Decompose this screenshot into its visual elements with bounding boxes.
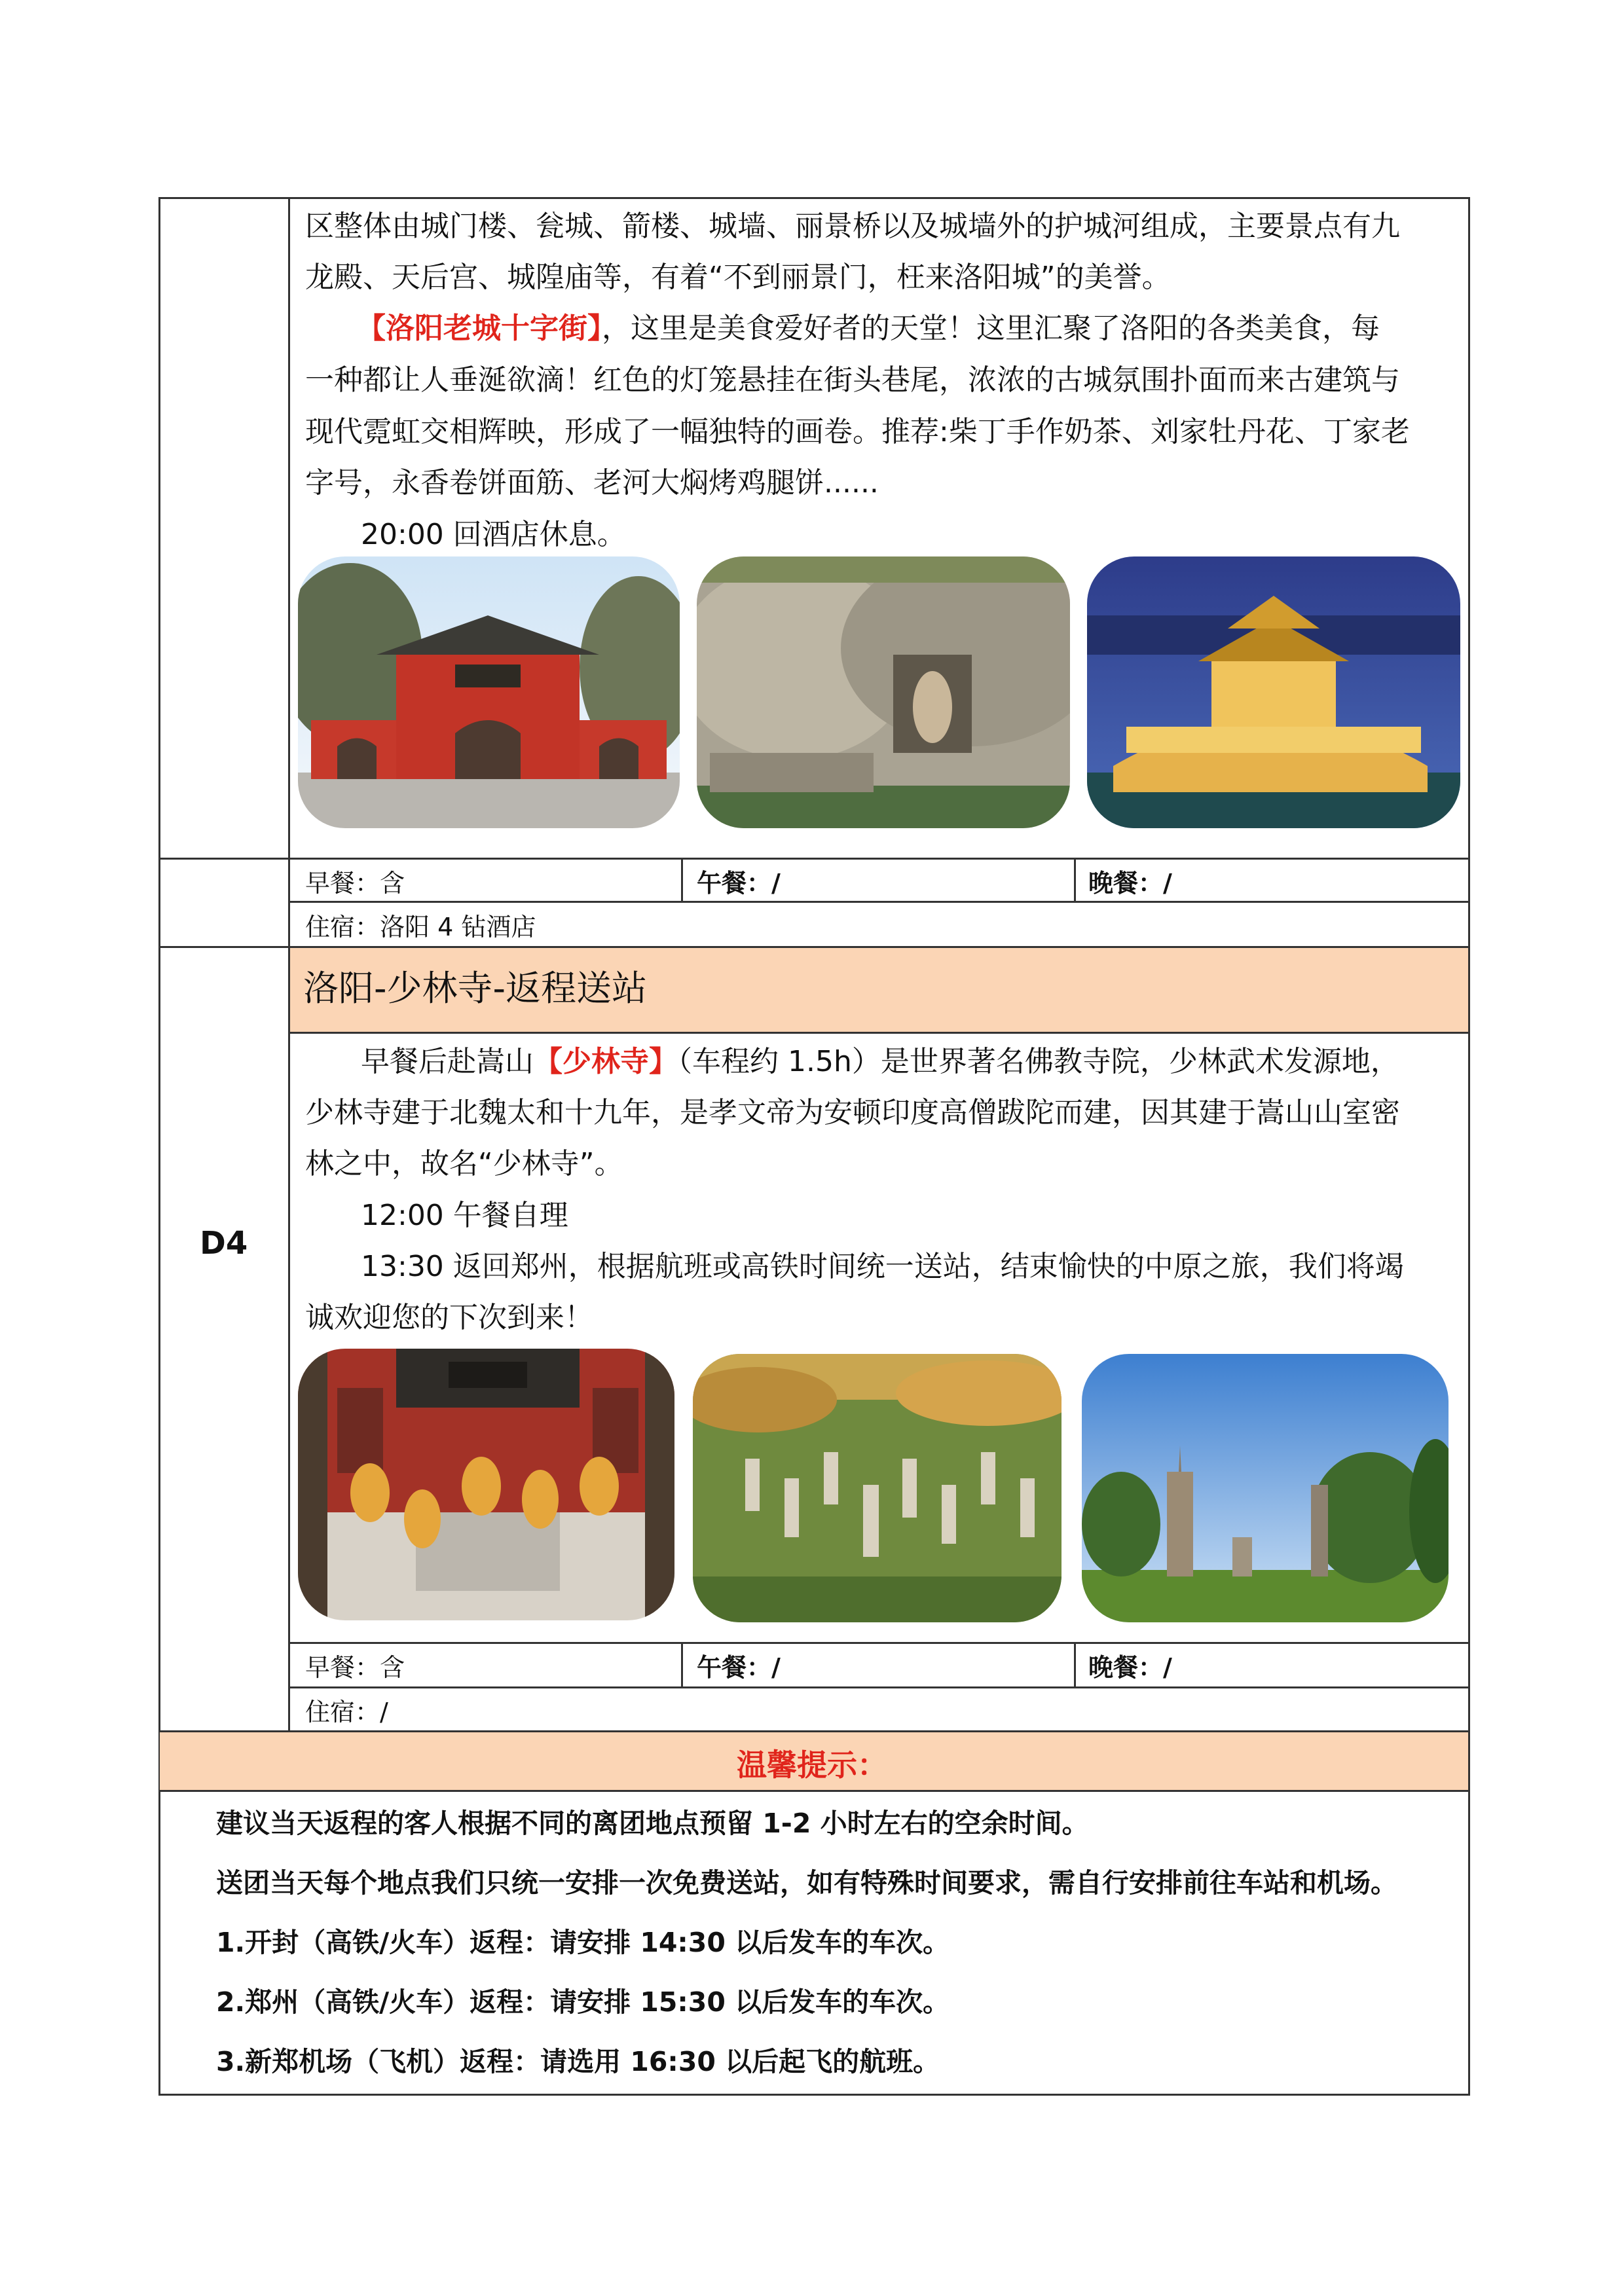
row-line	[289, 901, 1470, 903]
paragraph-text: 早餐后赴嵩山	[361, 1045, 534, 1078]
meal-divider	[681, 1642, 683, 1686]
grottoes-image	[697, 556, 1070, 828]
row-line	[289, 1642, 1470, 1644]
meal-divider	[1074, 858, 1076, 902]
day4-title: 洛阳-少林寺-返程送站	[303, 968, 647, 1009]
dinner-cell: 晚餐：/	[1088, 869, 1172, 898]
day4-paragraph-line: 少林寺建于北魏太和十九年，是孝文帝为安顿印度高僧跋陀而建，因其建于嵩山山室密	[305, 1096, 1400, 1129]
lodging-cell: 住宿：洛阳 4 钻酒店	[305, 913, 536, 941]
pagodas-image	[1082, 1354, 1449, 1622]
row-line	[158, 858, 1470, 860]
day3-paragraph-line: 一种都让人垂涎欲滴！红色的灯笼悬挂在街头巷尾，浓浓的古城氛围扑面而来古建筑与	[305, 363, 1400, 397]
meal-divider	[681, 858, 683, 902]
meal-divider	[1074, 1642, 1076, 1686]
breakfast-cell: 早餐：含	[305, 1653, 405, 1682]
tips-title: 温馨提示：	[737, 1747, 887, 1783]
temple-gate-image	[298, 556, 680, 828]
tip-line: 建议当天返程的客人根据不同的离团地点预留 1-2 小时左右的空余时间。	[216, 1808, 1089, 1839]
pagoda-forest-photo	[1082, 1354, 1449, 1622]
day3-paragraph-line	[357, 302, 1380, 354]
pagoda-forest-image	[693, 1354, 1061, 1622]
day4-paragraph-line: 13:30 返回郑州，根据航班或高铁时间统一送站，结束愉快的中原之旅，我们将竭	[361, 1250, 1404, 1283]
lodging-cell: 住宿：/	[305, 1698, 388, 1726]
breakfast-cell: 早餐：含	[305, 869, 405, 898]
paragraph-text: ，这里是美食爱好者的天堂！这里汇聚了洛阳的各类美食，每	[602, 312, 1380, 345]
row-line	[289, 1032, 1470, 1034]
paragraph-text: （车程约 1.5h）是世界著名佛教寺院，少林武术发源地，	[678, 1045, 1399, 1078]
shaolin-gate-image	[298, 1349, 674, 1620]
dinner-cell: 晚餐：/	[1088, 1653, 1172, 1682]
tip-line: 3.新郑机场（飞机）返程：请选用 16:30 以后起飞的航班。	[216, 2046, 940, 2077]
day3-paragraph-line: 区整体由城门楼、瓮城、箭楼、城墙、丽景桥以及城墙外的护城河组成，主要景点有九	[305, 210, 1400, 243]
day4-paragraph-line: 诚欢迎您的下次到来！	[305, 1301, 593, 1334]
highlight-attraction: 【洛阳老城十字街】	[357, 312, 602, 345]
tip-line: 送团当天每个地点我们只统一安排一次免费送站，如有特殊时间要求，需自行安排前往车站和机场。	[216, 1867, 1397, 1899]
day4-paragraph-line: 12:00 午餐自理	[361, 1199, 568, 1232]
lunch-cell: 午餐：/	[697, 1653, 781, 1682]
lunch-cell: 午餐：/	[697, 869, 781, 898]
day3-paragraph-line: 现代霓虹交相辉映，形成了一幅独特的画卷。推荐:柴丁手作奶茶、刘家牡丹花、丁家老	[305, 415, 1410, 448]
white-horse-temple-photo	[298, 556, 680, 828]
shaolin-monks-photo	[298, 1349, 674, 1620]
tip-line: 2.郑州（高铁/火车）返程：请安排 15:30 以后发车的车次。	[216, 1986, 950, 2018]
luoyang-city-night-photo	[1087, 556, 1460, 828]
day-label: D4	[200, 1225, 248, 1262]
tip-line: 1.开封（高铁/火车）返程：请安排 14:30 以后发车的车次。	[216, 1927, 950, 1958]
day4-paragraph-line	[361, 1036, 1399, 1087]
longmen-grottoes-photo	[697, 556, 1070, 828]
day3-paragraph-line: 字号，永香卷饼面筋、老河大焖烤鸡腿饼......	[305, 466, 879, 500]
pagoda-forest-aerial-photo	[693, 1354, 1061, 1622]
highlight-attraction: 【少林寺】	[534, 1045, 678, 1078]
row-line	[158, 1790, 1470, 1792]
day4-paragraph-line: 林之中，故名“少林寺”。	[305, 1147, 623, 1180]
night-palace-image	[1087, 556, 1460, 828]
row-line	[289, 1686, 1470, 1688]
day3-paragraph-line: 20:00 回酒店休息。	[361, 518, 626, 551]
day3-paragraph-line: 龙殿、天后宫、城隍庙等，有着“不到丽景门，枉来洛阳城”的美誉。	[305, 261, 1171, 294]
